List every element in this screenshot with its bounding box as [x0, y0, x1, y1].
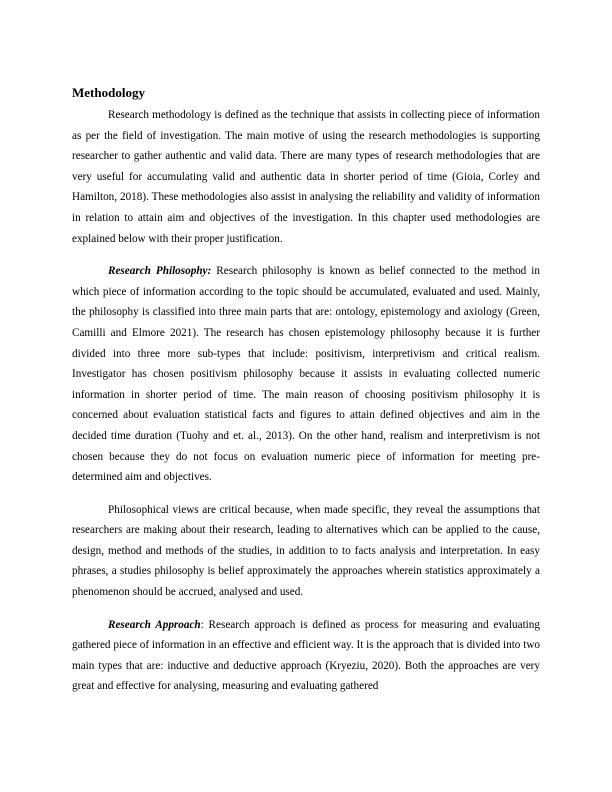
- paragraph-research-philosophy-text: Research philosophy is known as belief connected to the method in which piece of information according to the topic should be accumulated, evaluated and used. Mainly, the philosophy is classified into three main parts that are: ontology, epistemology and axiology (Green, Camilli and Elmore 2021). The research has chosen epistemology philosophy because it is further divided into three more sub-types that include: positivism, interpretivism and critical realism. Investigator has chosen positivism philosophy because it assists in evaluating collected numeric information in shorter period of time. The main reason of choosing positivism philosophy it is concerned about evaluation statistical facts and figures to attain defined objectives and aim in the decided time duration (Tuohy and et. al., 2013). On the other hand, realism and interpretivism is not chosen because they do not focus on evaluation numeric piece of information for meeting pre-determined aim and objectives.: [72, 265, 541, 484]
- paragraph-research-philosophy: [72, 261, 540, 488]
- paragraph-philosophical-views-text: Philosophical views are critical because, when made specific, they reveal the assumptions that researchers are making about their research, leading to alternatives which can be applied to the cause, design, method and methods of the studies, in addition to to facts analysis and interpretation. In easy phrases, a studies philosophy is belief approximately the approaches wherein statistics approximately a phenomenon should be accrued, analysed and used.: [72, 503, 540, 599]
- paragraph-research-approach-text: : Research approach is defined as process for measuring and evaluating gathered piece of information in an effective and efficient way. It is the approach that is divided into two main types that are: inductive and deductive approach (Kryeziu, 2020). Both the approaches are very great and effective for analysing, measuring and evaluating gathered: [72, 618, 540, 693]
- paragraph-intro: [72, 105, 540, 249]
- paragraph-research-approach: [72, 615, 540, 697]
- paragraph-philosophical-views: [72, 500, 540, 603]
- section-heading: Methodology: [72, 85, 145, 100]
- paragraph-lead-research-philosophy: Research Philosophy:: [108, 265, 212, 278]
- paragraph-intro-text: Research methodology is defined as the technique that assists in collecting piece of information as per the field of investigation. The main motive of using the research methodologies is supporting researcher to gather authentic and valid data. There are many types of research methodologies that are very useful for accumulating valid and authentic data in shorter period of time (Gioia, Corley and Hamilton, 2018). These methodologies also assist in analysing the reliability and validity of information in relation to attain aim and objectives of the investigation. In this chapter used methodologies are explained below with their proper justification.: [72, 109, 540, 245]
- paragraph-lead-research-approach: Research Approach: [108, 618, 201, 631]
- page-content: [72, 84, 540, 697]
